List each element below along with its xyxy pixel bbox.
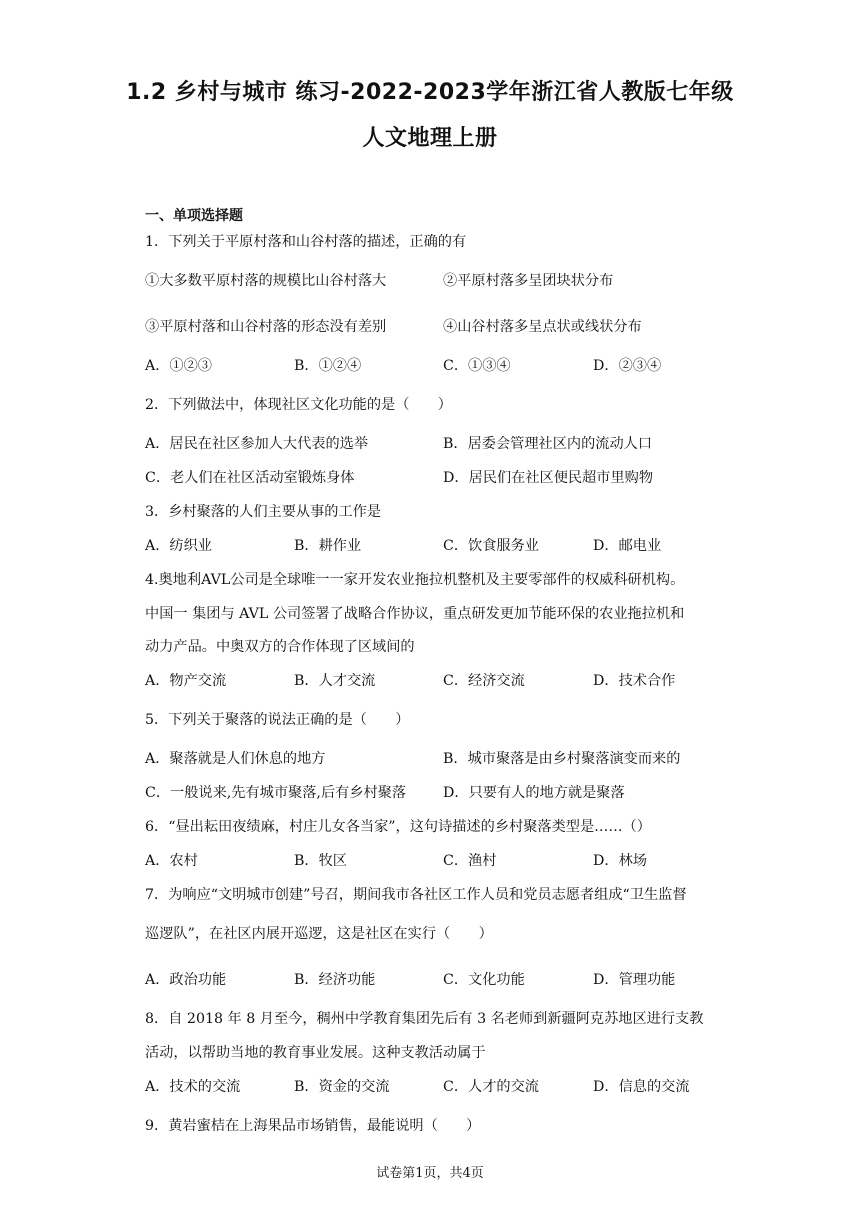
q2-option-d: D．居民们在社区便民超市里购物 <box>443 470 654 486</box>
q1-statement-3: ③平原村落和山谷村落的形态没有差别 <box>145 319 387 335</box>
question-8-stem-line-2: 活动，以帮助当地的教育事业发展。这种支教活动属于 <box>145 1045 486 1061</box>
q7-option-b: B．经济功能 <box>294 972 376 988</box>
q7-option-a: A．政治功能 <box>145 972 227 988</box>
question-7-stem-line-2: 巡逻队”，在社区内展开巡逻，这是社区在实行（ ） <box>145 926 493 942</box>
question-8-stem-line-1: 8．自 2018 年 8 月至今，稠州中学教育集团先后有 3 名老师到新疆阿克苏地区进行支教 <box>145 1011 704 1027</box>
page-footer: 试卷第1页，共4页 <box>376 1166 484 1181</box>
question-4-stem-line-3: 动力产品。中奥双方的合作体现了区域间的 <box>145 639 415 655</box>
section-heading: 一、单项选择题 <box>145 208 243 224</box>
q4-option-d: D．技术合作 <box>593 673 676 689</box>
question-3-stem: 3．乡村聚落的人们主要从事的工作是 <box>145 504 382 520</box>
q1-option-b: B．①②④ <box>294 358 362 374</box>
q7-option-c: C．文化功能 <box>443 972 525 988</box>
q5-option-d: D．只要有人的地方就是聚落 <box>443 785 625 801</box>
q4-option-a: A．物产交流 <box>145 673 227 689</box>
page-title-line-2: 人文地理上册 <box>362 126 498 151</box>
q3-option-a: A．纺织业 <box>145 538 212 554</box>
q2-option-b: B．居委会管理社区内的流动人口 <box>443 436 653 452</box>
question-7-stem-line-1: 7．为响应“文明城市创建”号召，期间我市各社区工作人员和党员志愿者组成“卫生监督 <box>145 887 687 903</box>
q8-option-a: A．技术的交流 <box>145 1079 241 1095</box>
q5-option-a: A．聚落就是人们休息的地方 <box>145 751 326 767</box>
page-title-line-1: 1.2 乡村与城市 练习-2022-2023学年浙江省人教版七年级 <box>126 80 734 105</box>
question-4-stem-line-1: 4.奥地利AVL公司是全球唯一一家开发农业拖拉机整机及主要零部件的权威科研机构。 <box>145 572 685 588</box>
q1-option-a: A．①②③ <box>145 358 212 374</box>
q6-option-a: A．农村 <box>145 853 198 869</box>
question-1-stem: 1．下列关于平原村落和山谷村落的描述，正确的有 <box>145 234 467 250</box>
q2-option-a: A．居民在社区参加人大代表的选举 <box>145 436 369 452</box>
question-4-stem-line-2: 中国一 集团与 AVL 公司签署了战略合作协议，重点研发更加节能环保的农业拖拉机和 <box>145 606 685 622</box>
question-2-stem: 2．下列做法中，体现社区文化功能的是（ ） <box>145 397 452 413</box>
q5-option-c: C．一般说来,先有城市聚落,后有乡村聚落 <box>145 785 407 801</box>
q3-option-d: D．邮电业 <box>593 538 662 554</box>
q2-option-c: C．老人们在社区活动室锻炼身体 <box>145 470 355 486</box>
q4-option-b: B．人才交流 <box>294 673 376 689</box>
q3-option-c: C．饮食服务业 <box>443 538 539 554</box>
q1-statement-4: ④山谷村落多呈点状或线状分布 <box>443 319 642 335</box>
q4-option-c: C．经济交流 <box>443 673 525 689</box>
q3-option-b: B．耕作业 <box>294 538 362 554</box>
question-9-stem: 9．黄岩蜜桔在上海果品市场销售，最能说明（ ） <box>145 1118 481 1134</box>
q8-option-b: B．资金的交流 <box>294 1079 390 1095</box>
q1-statement-2: ②平原村落多呈团块状分布 <box>443 273 614 289</box>
question-6-stem: 6．“昼出耘田夜绩麻，村庄儿女各当家”，这句诗描述的乡村聚落类型是……（） <box>145 819 651 835</box>
q1-statement-1: ①大多数平原村落的规模比山谷村落大 <box>145 273 387 289</box>
q6-option-d: D．林场 <box>593 853 647 869</box>
q6-option-b: B．牧区 <box>294 853 347 869</box>
question-5-stem: 5．下列关于聚落的说法正确的是（ ） <box>145 712 410 728</box>
q8-option-c: C．人才的交流 <box>443 1079 539 1095</box>
q5-option-b: B．城市聚落是由乡村聚落演变而来的 <box>443 751 681 767</box>
q1-option-c: C．①③④ <box>443 358 511 374</box>
q1-option-d: D．②③④ <box>593 358 662 374</box>
q7-option-d: D．管理功能 <box>593 972 676 988</box>
q6-option-c: C．渔村 <box>443 853 497 869</box>
q8-option-d: D．信息的交流 <box>593 1079 690 1095</box>
